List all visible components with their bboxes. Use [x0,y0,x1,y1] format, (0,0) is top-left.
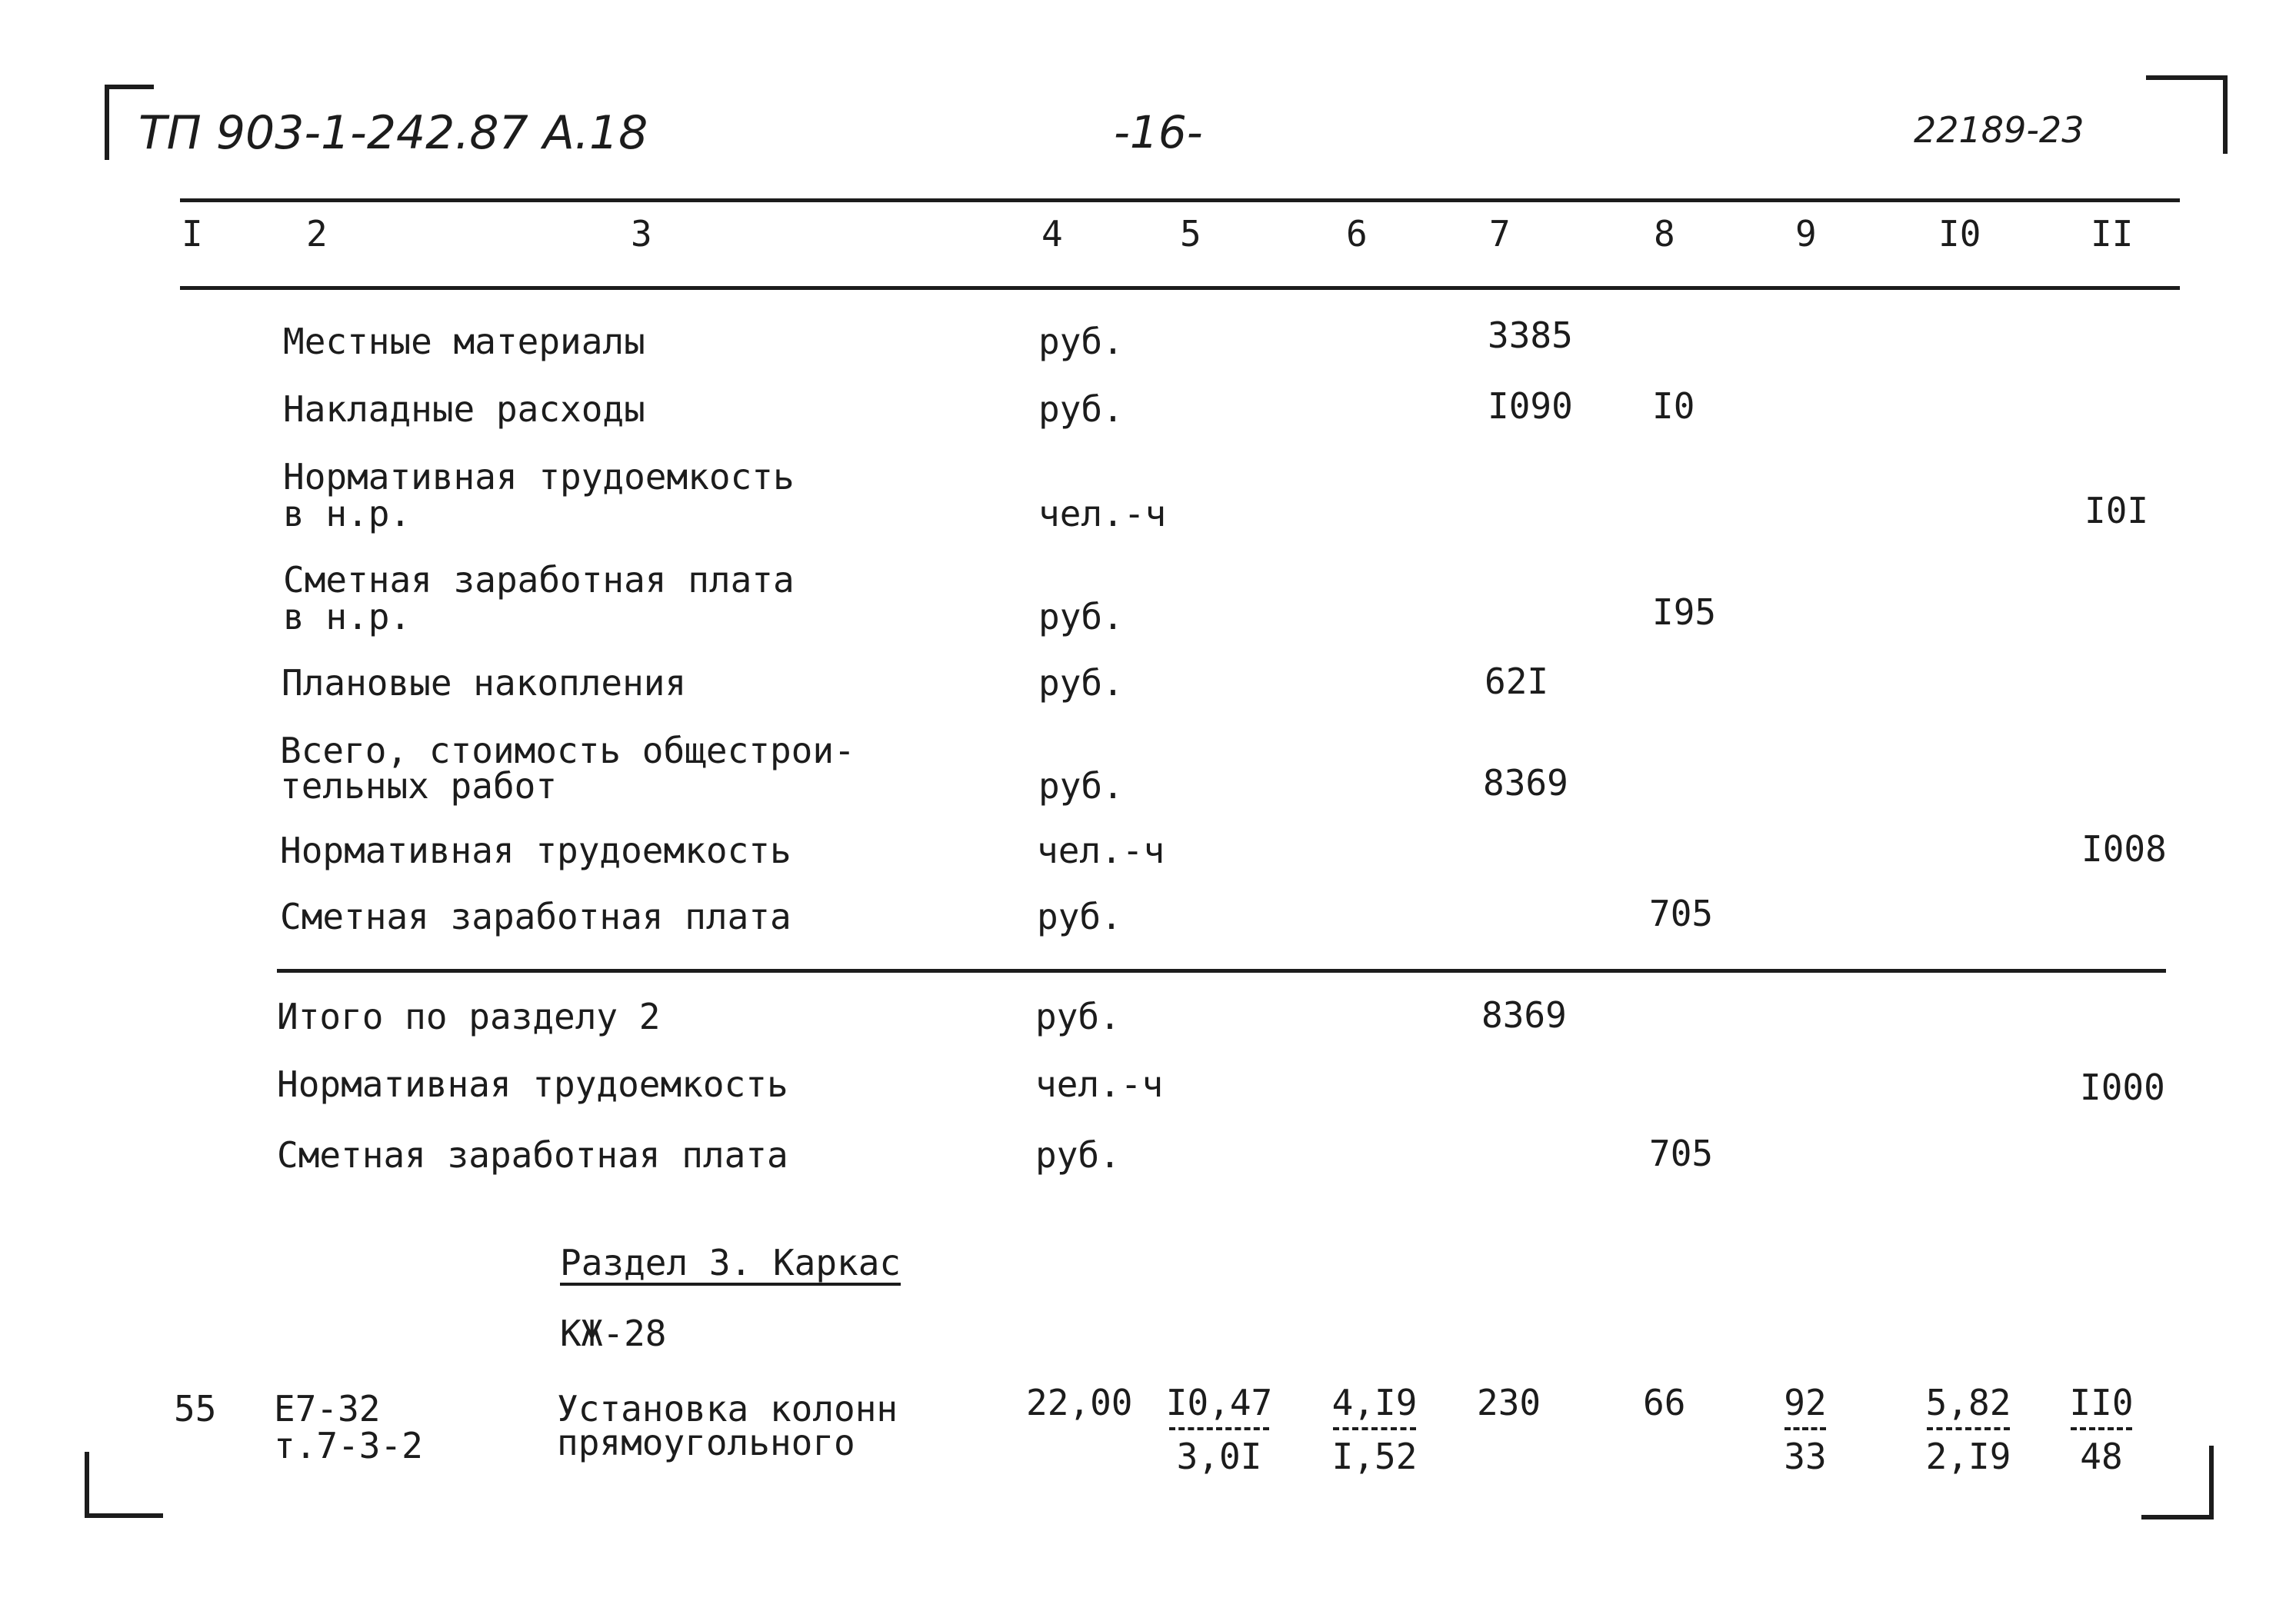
page-number: -16- [1114,106,1203,158]
item-name-line: Установка колонн [557,1388,898,1430]
unit-cell: руб. [1038,596,1124,637]
col11-fraction [2063,1384,2140,1475]
unit-cell: чел.-ч [1038,493,1167,534]
unit-cell: руб. [1035,1134,1121,1176]
frame-corner-top-right [2146,75,2228,154]
row-label: Местные материалы [283,321,645,362]
row-label-line: в н.р. [283,493,412,534]
item-quantity: 22,00 [1026,1382,1133,1423]
col5-fraction [1161,1384,1277,1475]
row-label: Сметная заработная плата [280,896,791,937]
unit-cell: чел.-ч [1035,1063,1164,1105]
row-label-line: Нормативная трудоемкость [283,456,795,498]
col6-fraction [1325,1384,1425,1475]
unit-cell: руб. [1038,662,1124,704]
col7-cell: 8369 [1483,762,1568,804]
item-name-line: прямоугольного [557,1422,855,1463]
unit-cell: руб. [1038,765,1124,807]
column-header: 9 [1795,213,1817,255]
row-label-line: Сметная заработная плата [283,559,795,601]
column-header: I [182,213,203,255]
item-code-line: Е7-32 [274,1388,381,1430]
fraction-bottom: 48 [2080,1436,2123,1477]
header-bottom-rule [180,286,2180,290]
column-header: 3 [631,213,652,255]
row-label: Итого по разделу 2 [277,996,661,1037]
column-header: 4 [1041,213,1063,255]
row-label: Нормативная трудоемкость [277,1063,788,1105]
unit-cell: руб. [1038,321,1124,362]
column-header: 7 [1489,213,1511,255]
inventory-number: 22189-23 [1914,109,2084,151]
unit-cell: руб. [1038,388,1124,430]
fraction-bar [2071,1427,2132,1430]
fraction-bar [1169,1427,1269,1430]
col7-cell: 8369 [1481,994,1567,1036]
table-top-rule [180,198,2180,202]
row-label-line: в н.р. [283,596,412,637]
column-header: I0 [1938,213,1981,255]
col11-cell: I000 [2080,1067,2165,1108]
frame-corner-bottom-right [2141,1446,2214,1519]
row-label: Сметная заработная плата [277,1134,788,1176]
item-code-line: т.7-3-2 [274,1425,423,1466]
drawing-reference: КЖ-28 [560,1313,667,1354]
fraction-bottom: 33 [1784,1436,1827,1477]
col7-cell: I090 [1488,385,1573,427]
col7-cell: 3385 [1488,315,1573,356]
col11-cell: I0I [2084,490,2149,531]
column-header: 8 [1654,213,1675,255]
row-label: Накладные расходы [283,388,645,430]
row-label-line: Всего, стоимость общестрои- [280,730,855,771]
unit-cell: руб. [1035,996,1121,1037]
column-header: 6 [1346,213,1368,255]
col8-cell: 66 [1643,1382,1686,1423]
col8-cell: 705 [1649,1133,1714,1174]
fraction-top: 4,I9 [1331,1382,1418,1423]
col11-cell: I008 [2081,828,2167,870]
fraction-top: I0,47 [1165,1382,1273,1423]
fraction-bar [1927,1427,2010,1430]
column-header: 5 [1180,213,1201,255]
column-header: 2 [306,213,328,255]
unit-cell: руб. [1037,896,1122,937]
row-label-line: тельных работ [280,765,558,807]
col8-cell: I95 [1652,591,1717,633]
fraction-bottom: 3,0I [1176,1436,1262,1477]
fraction-top: II0 [2069,1382,2134,1423]
fraction-top: 5,82 [1925,1382,2011,1423]
fraction-bottom: I,52 [1331,1436,1418,1477]
col7-cell: 230 [1477,1382,1541,1423]
unit-cell: чел.-ч [1037,830,1165,871]
frame-corner-bottom-left [85,1452,163,1518]
fraction-bar [1333,1427,1416,1430]
col8-cell: I0 [1652,385,1695,427]
row-label: Нормативная трудоемкость [280,830,791,871]
fraction-bottom: 2,I9 [1925,1436,2011,1477]
fraction-bar [1784,1427,1826,1430]
col8-cell: 705 [1649,893,1714,934]
item-number: 55 [174,1388,217,1430]
col10-fraction [1918,1384,2018,1475]
column-header: II [2091,213,2134,255]
fraction-top: 92 [1784,1382,1827,1423]
col7-cell: 62I [1485,661,1549,702]
document-code: ТП 903-1-242.87 А.18 [138,106,648,160]
subtotal-rule [277,969,2166,973]
row-label: Плановые накопления [282,662,687,704]
section-title: Раздел 3. Каркас [560,1244,901,1286]
col9-fraction [1769,1384,1841,1475]
